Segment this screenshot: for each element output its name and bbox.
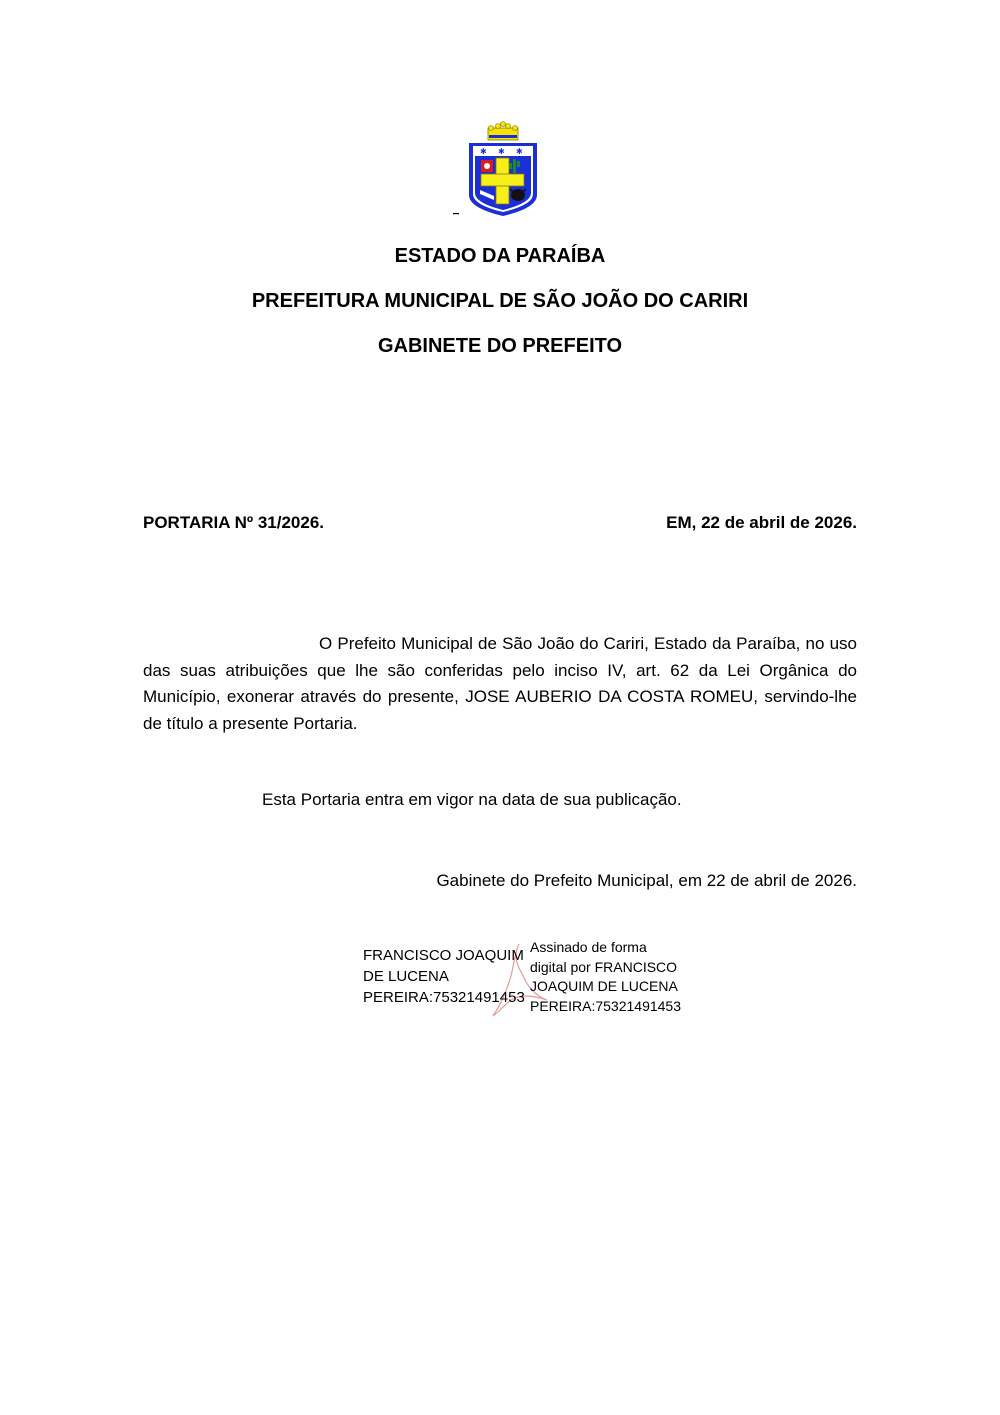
digital-signature-note: Assinado de forma digital por FRANCISCO JOAQUIM DE LUCENA PEREIRA:75321491453 [530, 939, 681, 1014]
svg-text:✱: ✱ [498, 147, 505, 156]
municipality-heading: PREFEITURA MUNICIPAL DE SÃO JOÃO DO CARIRI [251, 290, 749, 312]
portaria-reference-row [143, 513, 857, 533]
effective-statement: Esta Portaria entra em vigor na data de sua publicação. [262, 790, 682, 809]
svg-text:✱: ✱ [480, 147, 487, 156]
svg-text:✱: ✱ [516, 147, 523, 156]
portaria-date: EM, 22 de abril de 2026. [666, 513, 857, 532]
signer-name: FRANCISCO JOAQUIM DE LUCENA PEREIRA:75321491453 [363, 947, 525, 1006]
office-heading: GABINETE DO PREFEITO [377, 335, 623, 357]
state-heading: ESTADO DA PARAÍBA [394, 245, 606, 267]
municipal-coat-of-arms-icon [452, 120, 544, 220]
digital-signature-block [363, 938, 693, 1020]
closing-line: Gabinete do Prefeito Municipal, em 22 de abril de 2026. [436, 871, 857, 890]
body-paragraph: O Prefeito Municipal de São João do Cariri, Estado da Paraíba, no uso das suas atribuições que lhe são conferidas pelo inciso IV, art. 62 da Lei Orgânica do Município, exonerar através do presente, JOSE AUBERIO DA COSTA ROMEU, servindo-lhe de título a presente Portaria. [143, 634, 857, 733]
portaria-number: PORTARIA Nº 31/2026. [143, 513, 324, 532]
